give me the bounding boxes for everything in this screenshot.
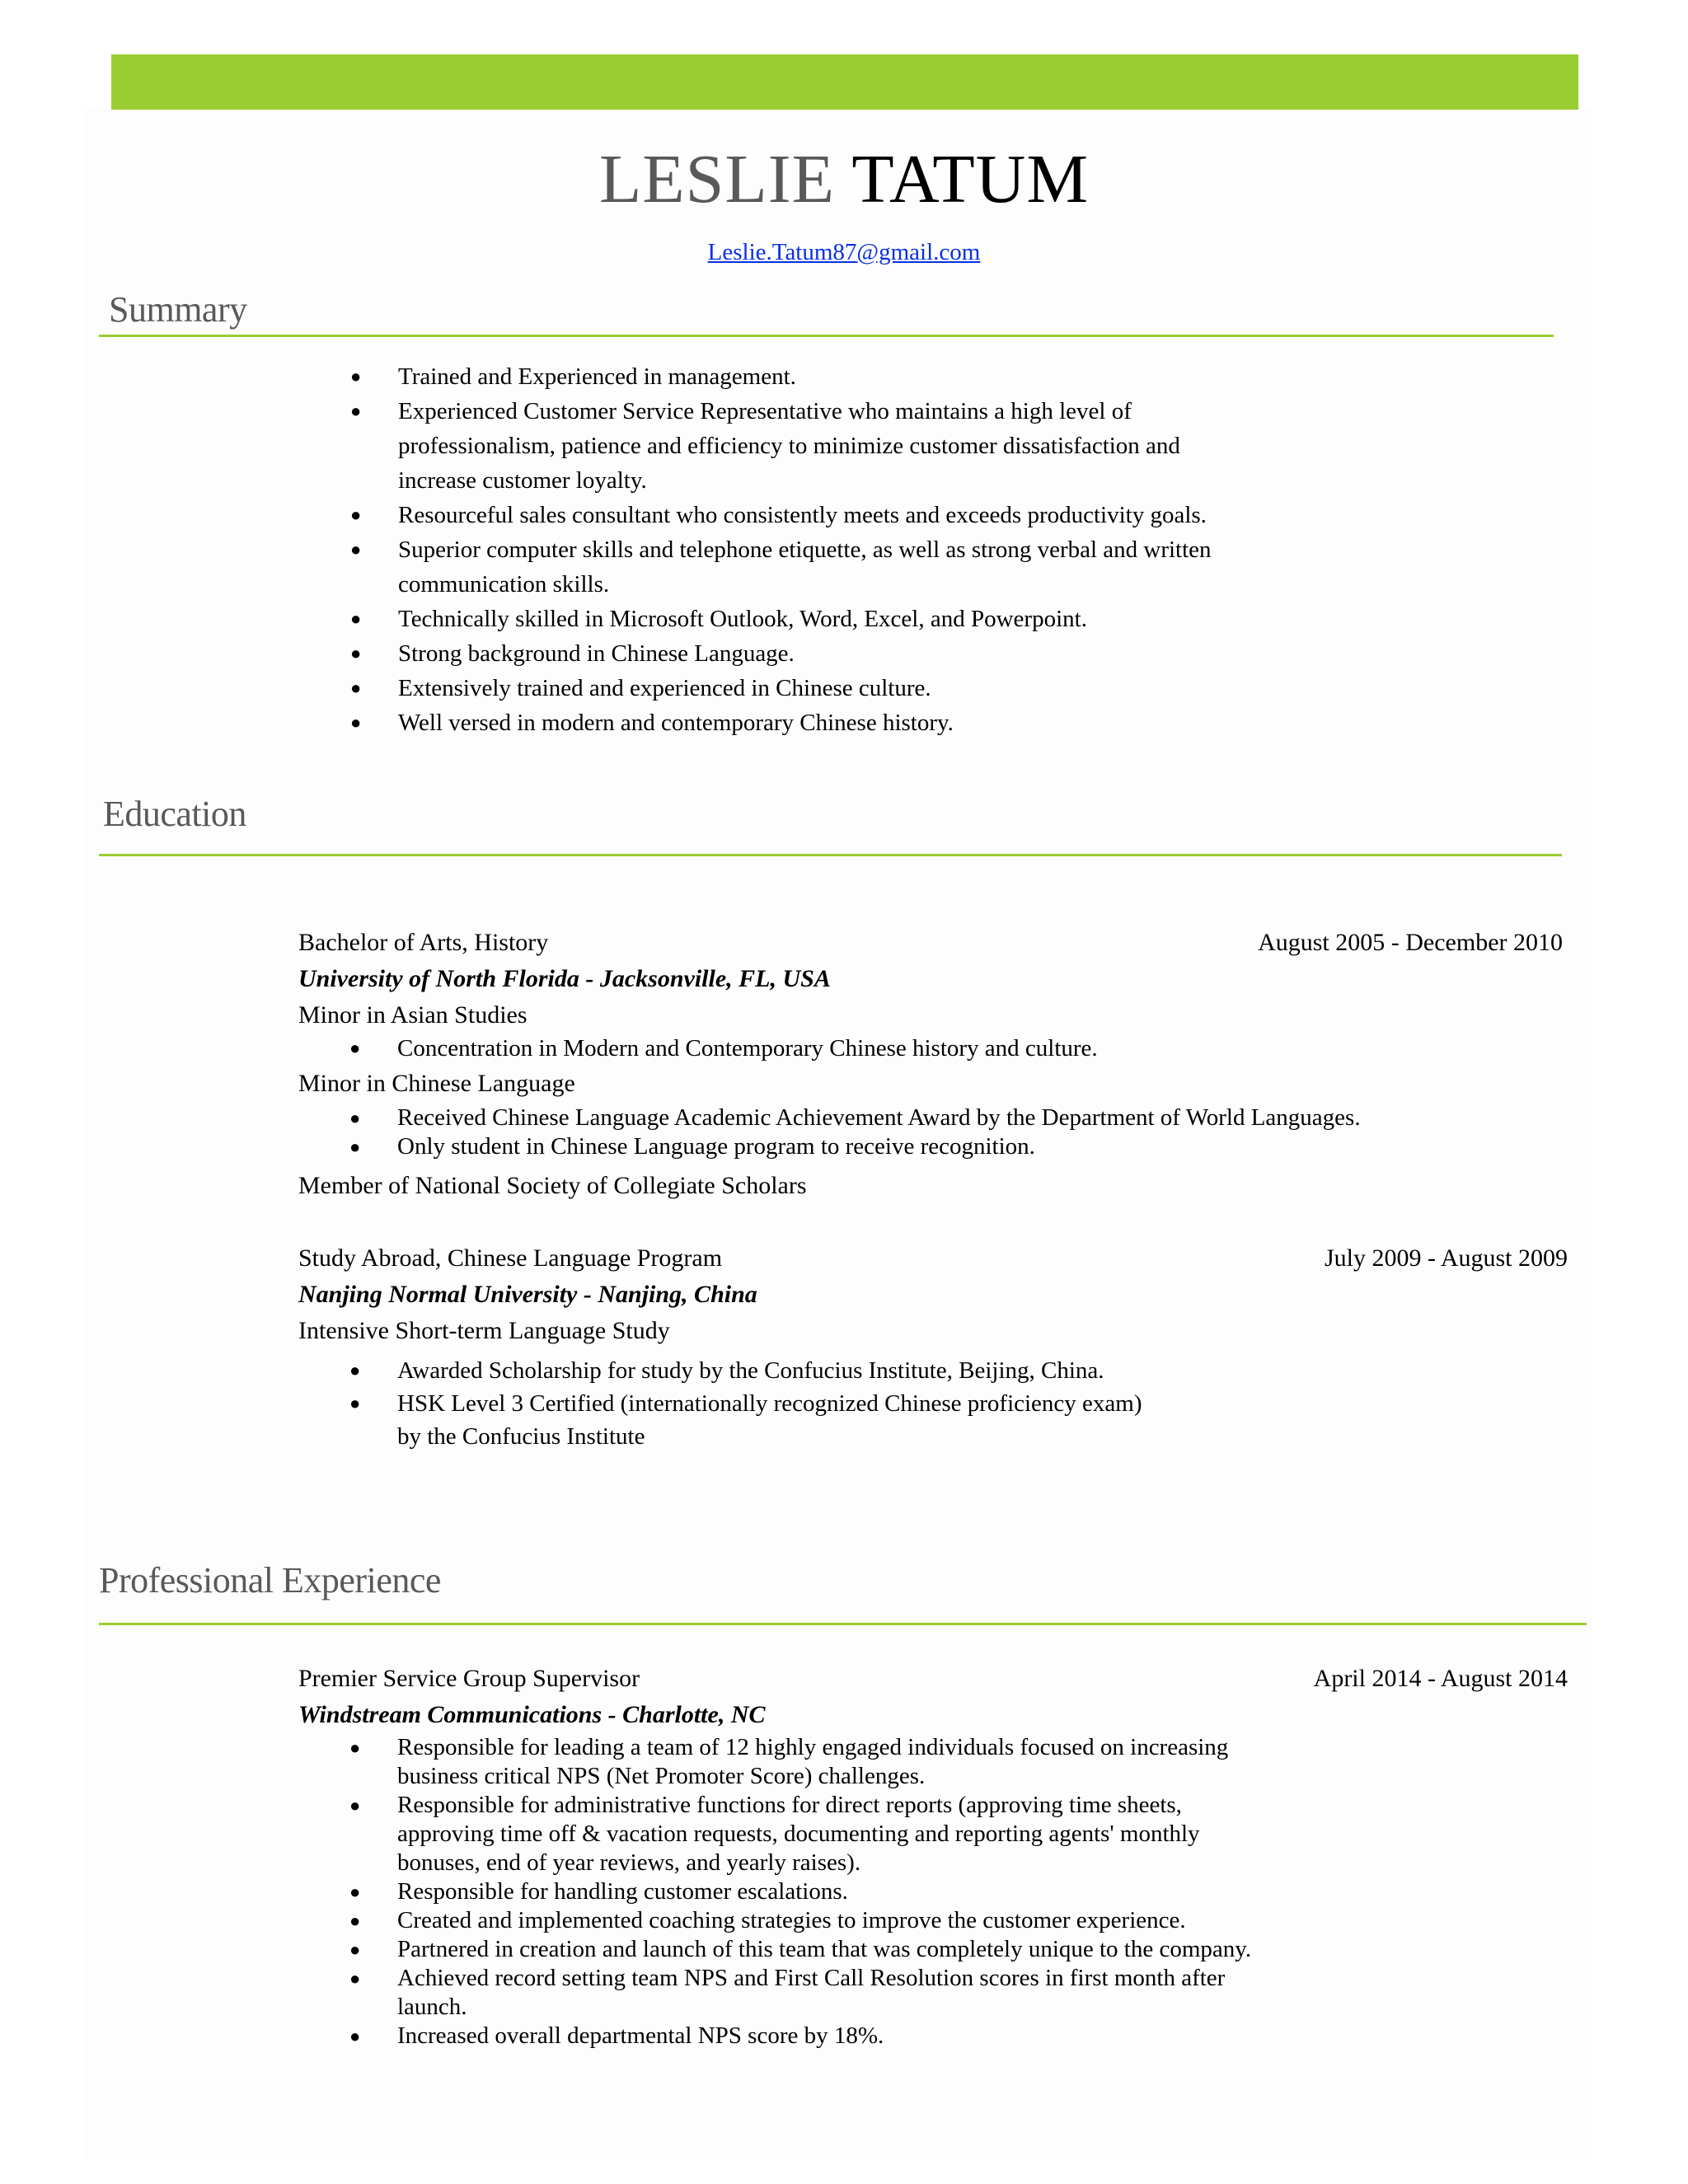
- list-item: ● Awarded Scholarship for study by the Confucius Institute, Beijing, China.: [298, 1354, 1568, 1387]
- list-item: ● Increased overall departmental NPS score by 18%.: [349, 2022, 884, 2049]
- education-entry: [298, 925, 1568, 1204]
- minor-bullets: [298, 1033, 1568, 1064]
- list-item: ● Concentration in Modern and Contemporary Chinese history and culture.: [298, 1033, 1568, 1064]
- education-heading: Education: [103, 794, 246, 834]
- list-item: ● Partnered in creation and launch of this team that was completely unique to the company.: [349, 1936, 1252, 1962]
- date-range: July 2009 - August 2009: [1324, 1244, 1568, 1272]
- candidate-name: [0, 138, 1688, 221]
- degree: Bachelor of Arts, History: [298, 929, 549, 956]
- bullet-icon: ●: [350, 643, 362, 663]
- list-item: ● Resourceful sales consultant who consistently meets and exceeds productivity goals.: [299, 498, 1371, 532]
- experience-entry: [298, 1661, 1568, 2050]
- bullet-icon: ●: [349, 2026, 361, 2046]
- bullet-icon: ●: [349, 1393, 361, 1413]
- bullet-icon: ●: [350, 712, 362, 733]
- date-range: April 2014 - August 2014: [1313, 1665, 1568, 1692]
- header-accent-bar: [111, 54, 1578, 110]
- list-item: ● Received Chinese Language Academic Achievement Award by the Department of World Languages.: [349, 1104, 1361, 1131]
- list-item: ● Strong background in Chinese Language.: [299, 636, 1371, 671]
- minor-bullets: [298, 1104, 1568, 1161]
- bullet-icon: ●: [349, 1795, 361, 1816]
- minor: Minor in Asian Studies: [298, 1001, 528, 1029]
- list-item: ● HSK Level 3 Certified (internationally recognized Chinese proficiency exam) by the Confucius Institute: [298, 1387, 1568, 1453]
- first-name: LESLIE: [598, 141, 835, 218]
- company-name: Windstream Communications - Charlotte, NC: [298, 1701, 766, 1728]
- bullet-icon: ●: [349, 1910, 361, 1931]
- education-entry: [298, 1240, 1568, 1453]
- program-bullets: [298, 1354, 1568, 1453]
- bullet-icon: ●: [350, 401, 362, 421]
- list-item: ● Technically skilled in Microsoft Outlook, Word, Excel, and Powerpoint.: [299, 602, 1371, 636]
- program-detail: Intensive Short-term Language Study: [298, 1317, 670, 1344]
- list-item: ● Responsible for administrative functions for direct reports (approving time sheets, approving time off & vacation requests, documenting and reporting agents' monthly bonuses, end of year reviews, and yearly raises).: [349, 1792, 1200, 1876]
- list-item: ● Created and implemented coaching strategies to improve the customer experience.: [349, 1907, 1186, 1933]
- school-name: Nanjing Normal University - Nanjing, China: [298, 1281, 757, 1308]
- bullet-icon: ●: [350, 539, 362, 560]
- email-link[interactable]: Leslie.Tatum87@gmail.com: [707, 239, 981, 265]
- school-name: University of North Florida - Jacksonville, FL, USA: [298, 965, 831, 992]
- summary-list: [299, 359, 1371, 740]
- list-item: ● Superior computer skills and telephone etiquette, as well as strong verbal and written communication skills.: [299, 532, 1371, 602]
- experience-divider: [99, 1623, 1587, 1625]
- bullet-icon: ●: [349, 1968, 361, 1989]
- summary-heading: Summary: [109, 289, 247, 330]
- experience-heading: Professional Experience: [99, 1560, 441, 1601]
- bullet-icon: ●: [349, 1038, 361, 1058]
- list-item: ● Achieved record setting team NPS and First Call Resolution scores in first month after launch.: [349, 1965, 1226, 2020]
- list-item: ● Responsible for leading a team of 12 highly engaged individuals focused on increasing business critical NPS (Net Promoter Score) challenges.: [349, 1734, 1229, 1789]
- degree: Study Abroad, Chinese Language Program: [298, 1244, 723, 1272]
- bullet-icon: ●: [350, 366, 362, 387]
- bullet-icon: ●: [349, 1137, 361, 1157]
- minor: Minor in Chinese Language: [298, 1070, 575, 1097]
- bullet-icon: ●: [350, 504, 362, 525]
- bullet-icon: ●: [349, 1108, 361, 1128]
- experience-bullets: [298, 1733, 1568, 2050]
- list-item: ● Well versed in modern and contemporary Chinese history.: [299, 705, 1371, 740]
- bullet-icon: ●: [349, 1737, 361, 1758]
- date-range: August 2005 - December 2010: [1258, 929, 1563, 956]
- bullet-icon: ●: [349, 1360, 361, 1380]
- list-item: ● Extensively trained and experienced in Chinese culture.: [299, 671, 1371, 705]
- bullet-icon: ●: [349, 1882, 361, 1902]
- bullet-icon: ●: [349, 1939, 361, 1960]
- job-title: Premier Service Group Supervisor: [298, 1665, 640, 1692]
- last-name: TATUM: [851, 141, 1090, 218]
- bullet-icon: ●: [350, 677, 362, 698]
- membership: Member of National Society of Collegiate Scholars: [298, 1172, 807, 1199]
- list-item: ● Responsible for handling customer escalations.: [349, 1878, 848, 1905]
- bullet-icon: ●: [350, 608, 362, 629]
- list-item: ● Experienced Customer Service Representative who maintains a high level of professionalism, patience and efficiency to minimize customer dissatisfaction and increase customer loyalty.: [299, 394, 1371, 498]
- summary-divider: [99, 335, 1554, 337]
- list-item: ● Trained and Experienced in management.: [299, 359, 1371, 394]
- list-item: ● Only student in Chinese Language program to receive recognition.: [349, 1133, 1035, 1160]
- education-divider: [99, 854, 1562, 856]
